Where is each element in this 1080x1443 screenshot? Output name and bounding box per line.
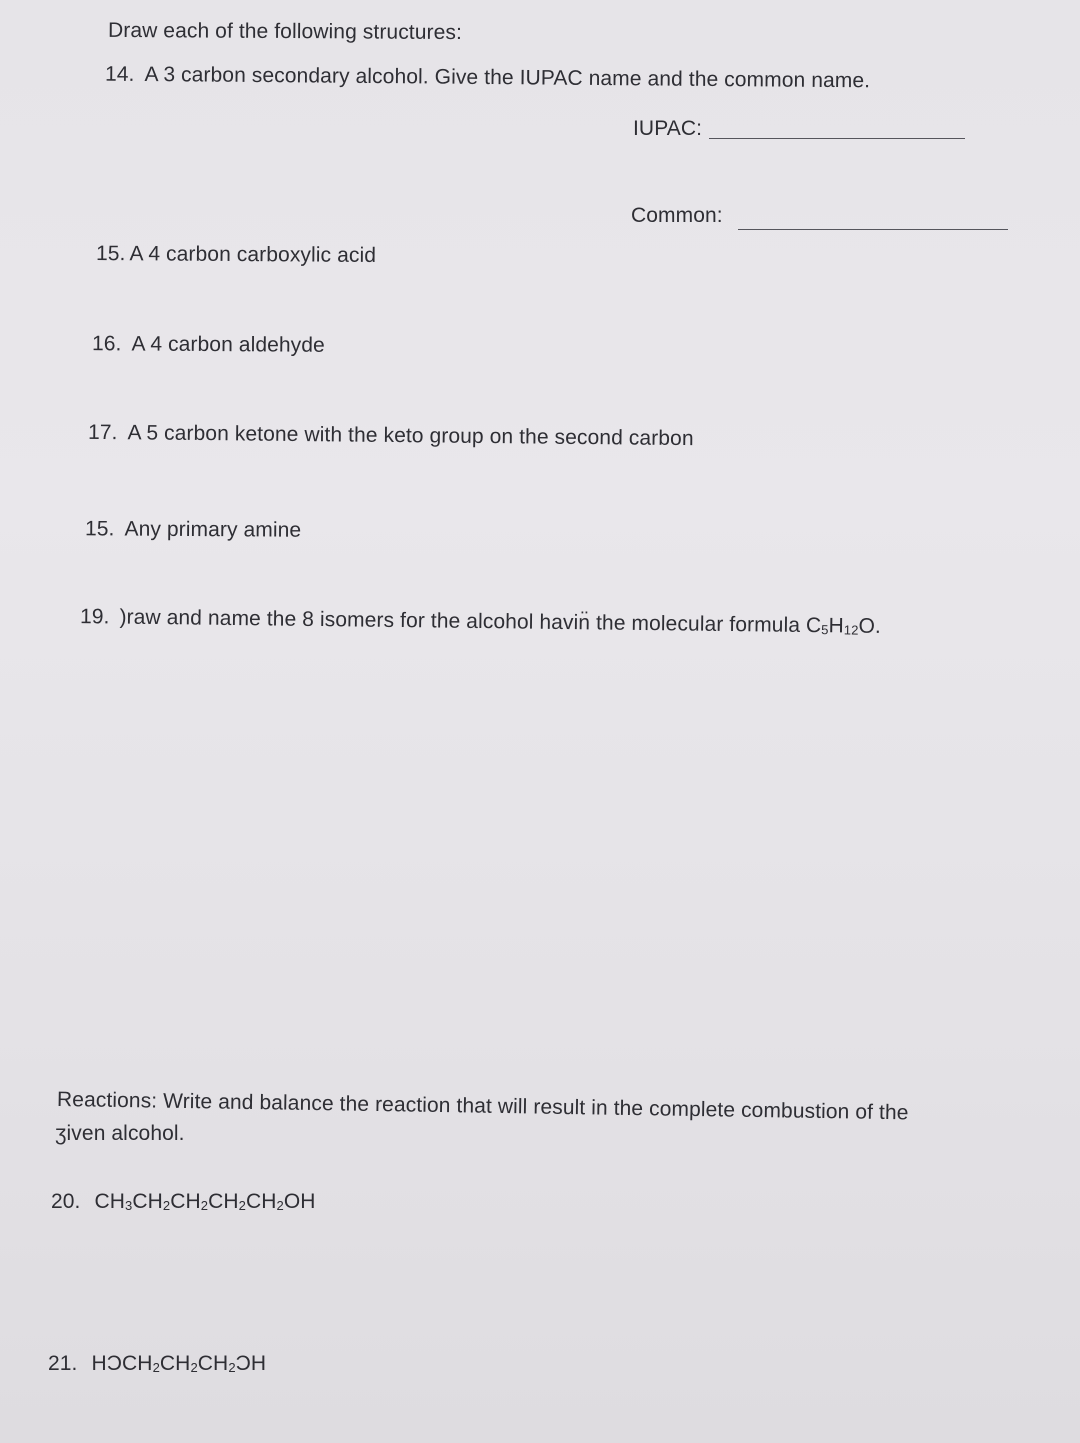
question-number: 14. — [104, 62, 135, 86]
question-21 — [48, 1352, 266, 1376]
question-text: A 4 carbon carboxylic acid — [129, 242, 377, 267]
formula-21: $HƆCH_2CH_2CH_2ƆH$ — [91, 1352, 267, 1375]
question-18 — [85, 517, 301, 543]
question-number: 20. — [51, 1190, 81, 1213]
iupac-answer-blank[interactable] — [709, 138, 965, 139]
iupac-label: IUPAC: — [633, 117, 703, 140]
reactions-heading-cont: ʒiven alcohol. — [55, 1122, 185, 1145]
question-15 — [96, 242, 376, 268]
question-number: 16. — [91, 332, 122, 356]
question-16 — [92, 332, 325, 358]
reactions-heading: Reactions: Write and balance the reaction that will result in the complete combustion of the — [56, 1088, 909, 1125]
question-number: 19. — [79, 605, 110, 629]
question-text: A 4 carbon aldehyde — [131, 332, 325, 357]
question-text: A 5 carbon ketone with the keto group on the second carbon — [127, 421, 694, 451]
question-number: 15. — [95, 242, 126, 266]
question-14 — [105, 63, 870, 94]
question-20 — [51, 1190, 316, 1214]
common-answer-blank[interactable] — [738, 229, 1008, 230]
question-text: )raw and name the 8 isomers for the alcohol havin̈ the molecular formula $C_5H_{12}O$. — [119, 605, 882, 638]
common-label: Common: — [631, 204, 723, 227]
question-number: 15. — [84, 517, 115, 541]
question-19 — [80, 605, 881, 639]
question-text: A 3 carbon secondary alcohol. Give the IUPAC name and the common name. — [144, 63, 871, 93]
question-17 — [88, 421, 694, 451]
question-text: Any primary amine — [124, 517, 302, 542]
instructions-heading: Draw each of the following structures: — [107, 18, 463, 45]
formula-20: $CH_3CH_2CH_2CH_2CH_2OH$ — [94, 1190, 316, 1213]
question-number: 21. — [48, 1352, 78, 1375]
question-number: 17. — [87, 420, 118, 445]
